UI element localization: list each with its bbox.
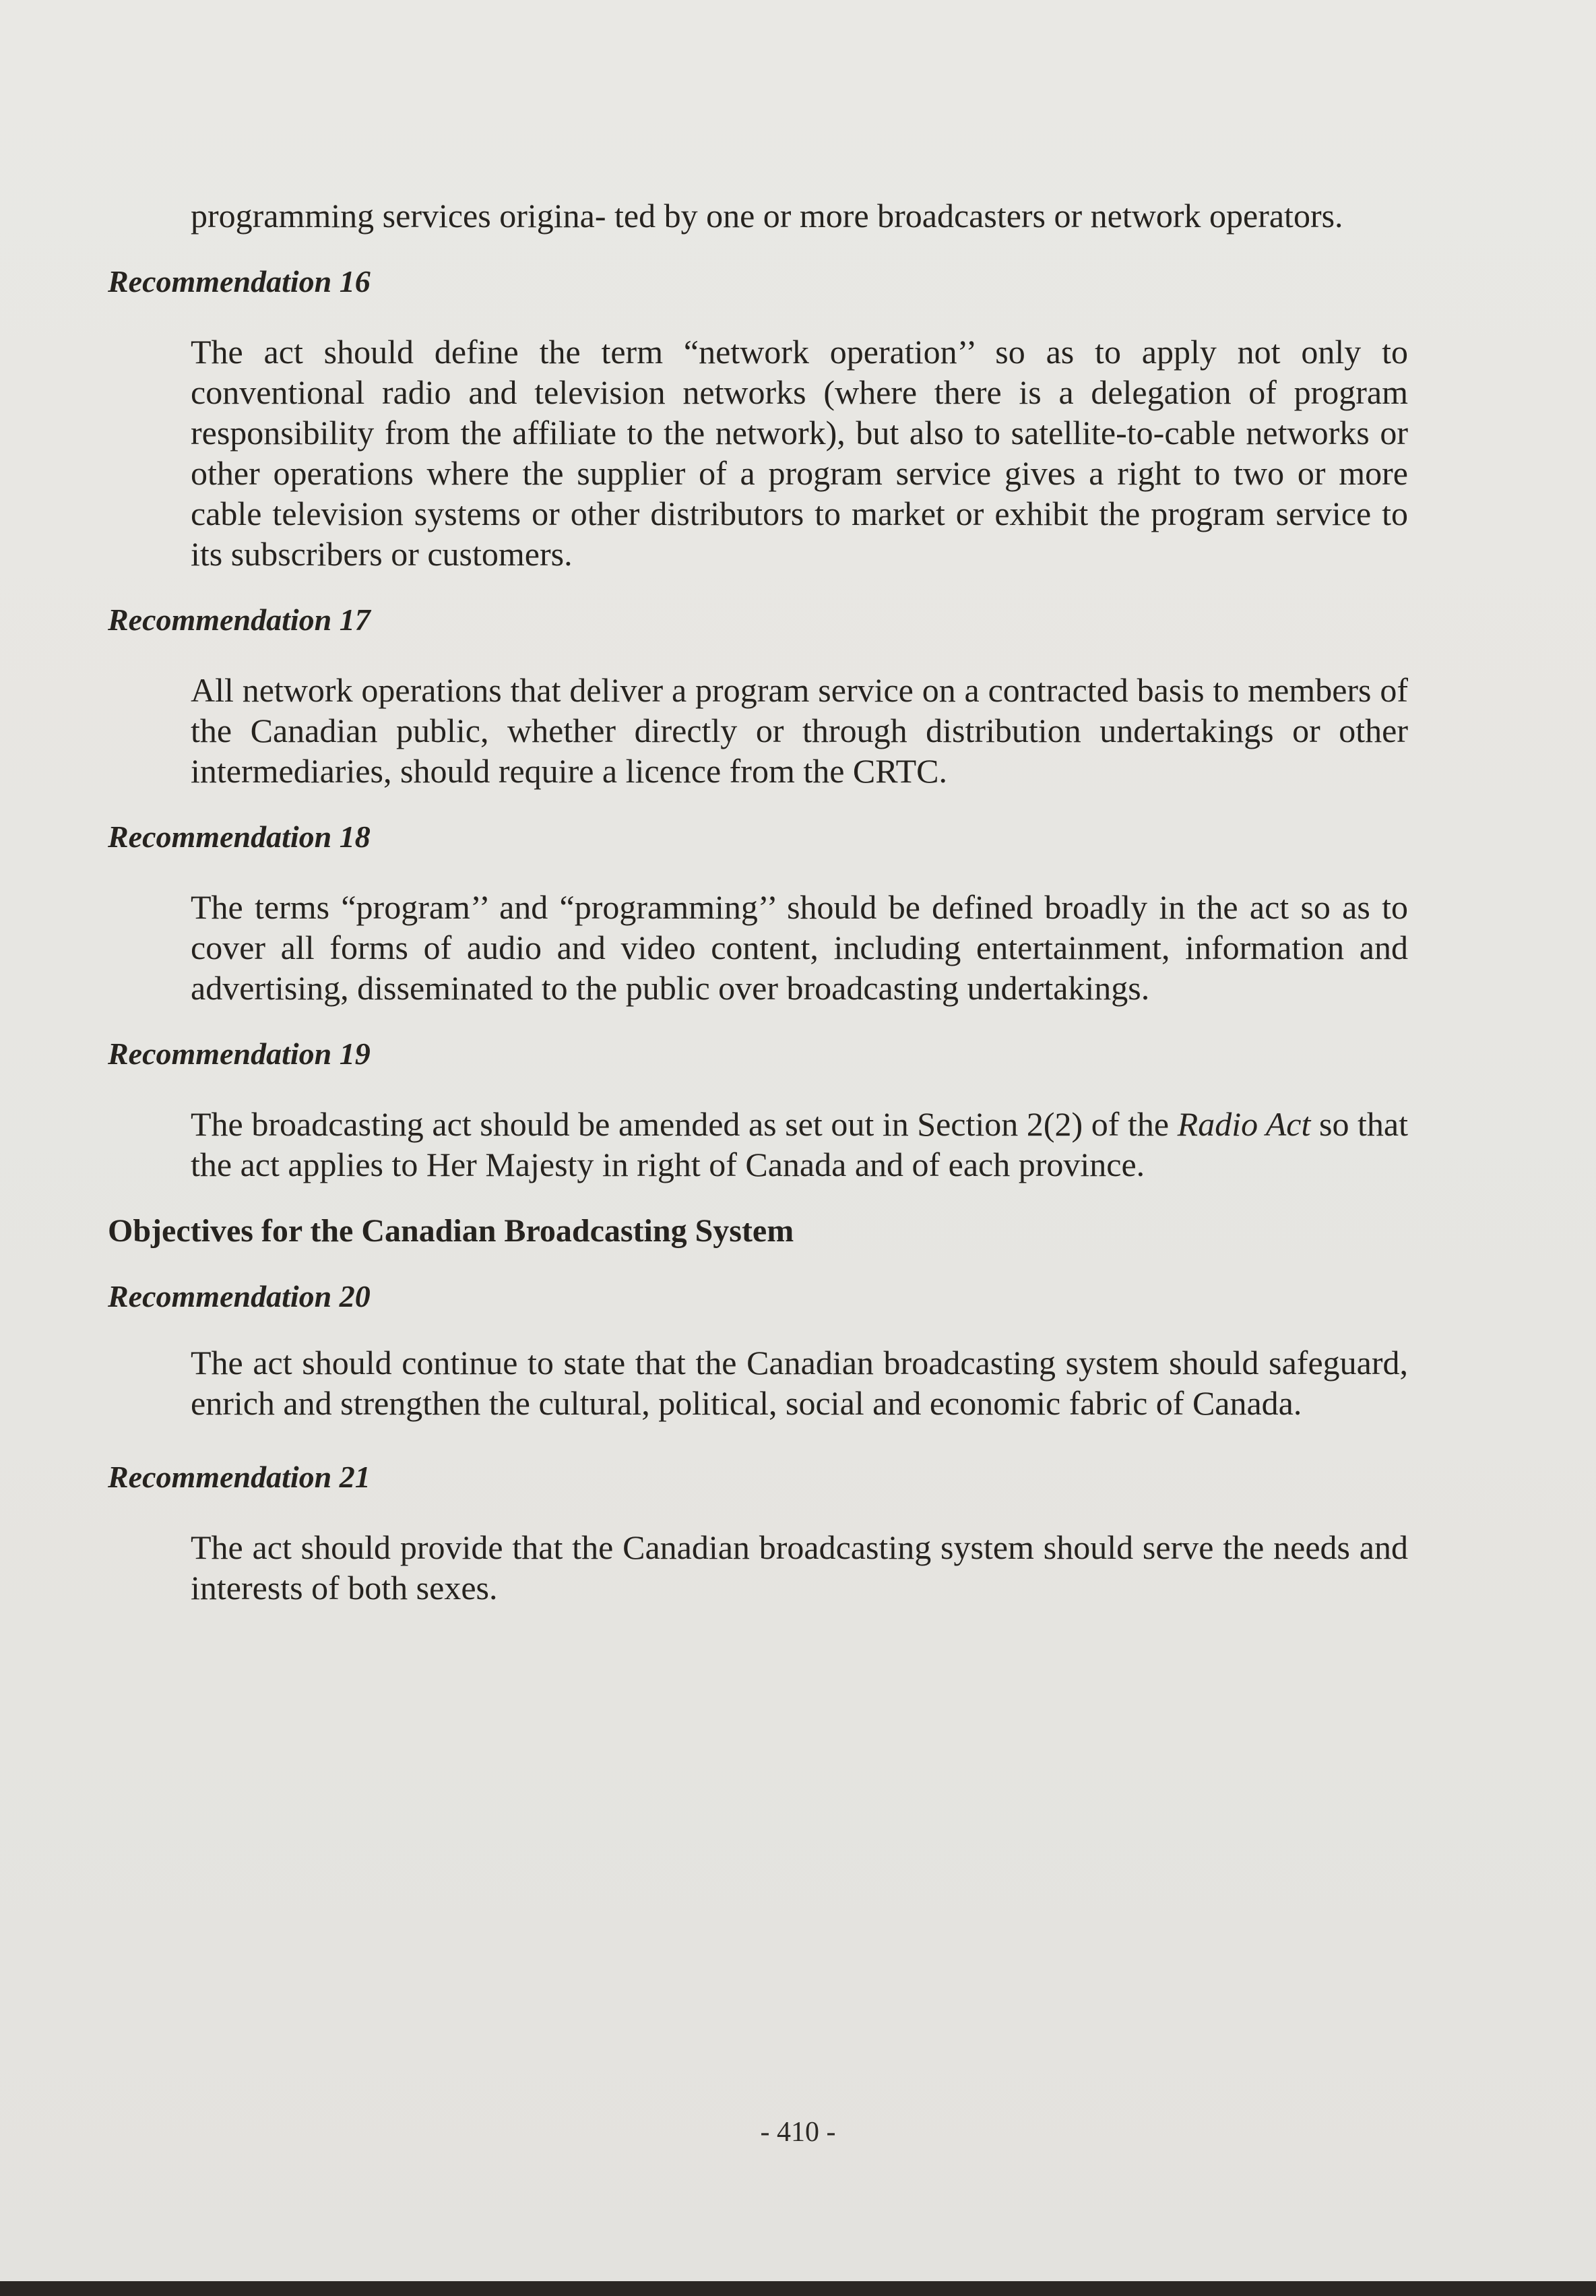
recommendation-18-heading: Recommendation 18	[108, 819, 371, 854]
recommendation-16-heading: Recommendation 16	[108, 264, 371, 299]
recommendation-17-text: All network operations that deliver a program service on a contracted basis to members of the Canadian public, whether directly or through distribution undertakings or other intermediaries, should require a licence from the CRTC.	[191, 671, 1408, 790]
recommendation-19-text-before: The broadcasting act should be amended as set out in Section 2(2) of the	[191, 1105, 1178, 1143]
recommendation-20-text: The act should continue to state that the Canadian broadcasting system should safeguard, enrich and strengthen the cultural, political, social and economic fabric of Canada.	[191, 1344, 1408, 1422]
recommendation-19-text	[191, 1104, 1408, 1185]
recommendation-21-text: The act should provide that the Canadian broadcasting system should serve the needs and interests of both sexes.	[191, 1528, 1408, 1607]
recommendation-19-text-after: so that the act applies to Her Majesty in right of Canada and of each province.	[191, 1105, 1409, 1183]
recommendation-20-heading: Recommendation 20	[108, 1279, 371, 1313]
intro-paragraph: programming services origina- ted by one or more broadcasters or network operators.	[191, 197, 1343, 235]
page-content	[108, 195, 1408, 1608]
radio-act-title: Radio Act	[1177, 1105, 1311, 1143]
recommendation-16-text: The act should define the term “network operation’’ so as to apply not only to conventional radio and television networks (where there is a delegation of program responsibility from the affiliate to the network), but also to satellite-to-cable networks or other operations where the supplier of a program service gives a right to two or more cable television systems or other distributors to market or exhibit the program service to its subscribers or customers.	[191, 333, 1408, 573]
page-number: - 410 -	[760, 2117, 836, 2148]
page-bottom-edge	[0, 2281, 1596, 2296]
section-heading: Objectives for the Canadian Broadcasting System	[108, 1213, 794, 1249]
recommendation-21-heading: Recommendation 21	[108, 1460, 371, 1494]
recommendation-19-heading: Recommendation 19	[108, 1036, 371, 1071]
recommendation-17-heading: Recommendation 17	[108, 602, 371, 637]
recommendation-18-text: The terms “program’’ and “programming’’ should be defined broadly in the act so as to cover all forms of audio and video content, including entertainment, information and advertising, disseminated to the public over broadcasting undertakings.	[191, 888, 1408, 1007]
